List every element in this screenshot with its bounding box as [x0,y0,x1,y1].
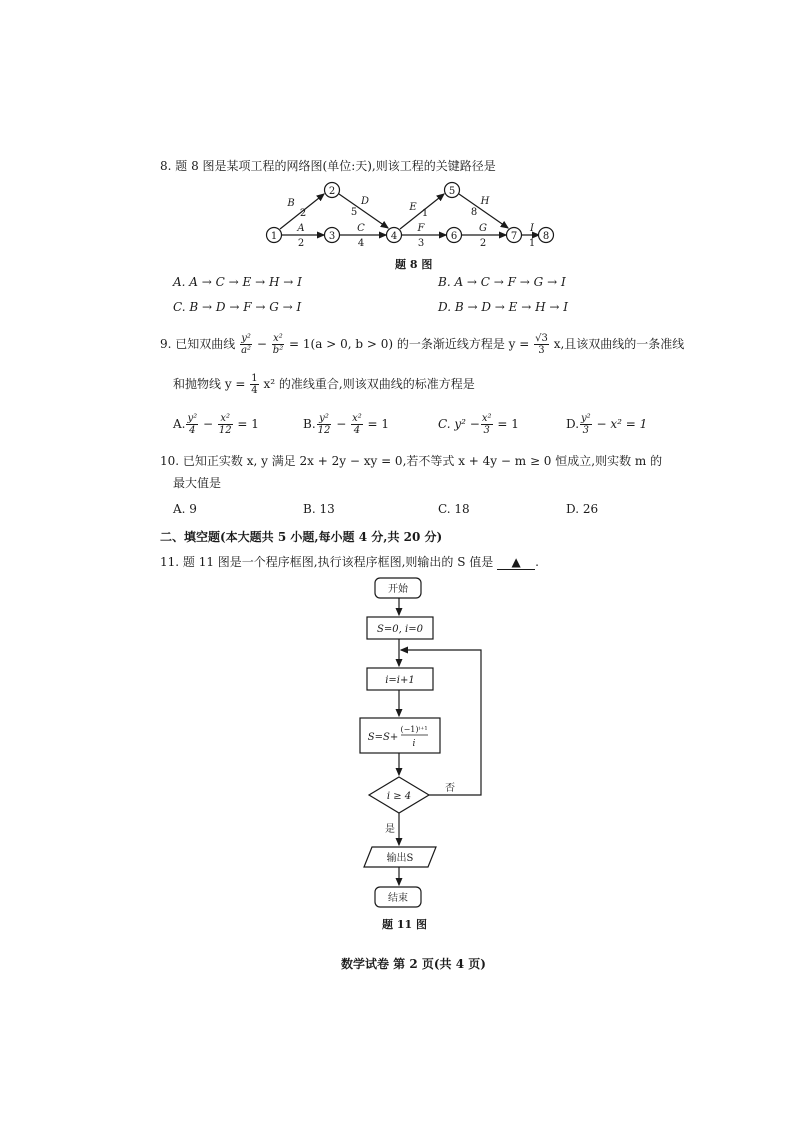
q11-stem: 11. 题 11 图是一个程序框图,执行该程序框图,则输出的 S 值是 [160,555,494,569]
q9-option-a-d2: 12 [218,425,232,436]
q9-line2 [173,372,475,396]
q9-option-b-label: B. [303,417,316,431]
q9-minus: − [256,337,267,351]
q9-option-b-frac2 [351,413,363,436]
flow-no-label: 否 [445,783,455,794]
q9-frac1-den: a² [241,345,252,356]
q9-option-b: B. $\frac{\text{y²}}{12}$ − $\frac{\text{x²}}{4}$ = 1 [303,413,390,436]
q9-option-c-label: C. y² − [438,417,480,431]
edge-label-e: E [409,202,417,213]
q8-option-a: A. A → C → E → H → I [173,275,302,289]
q9-frac3 [534,333,549,356]
q9-option-c-n: x² [481,413,492,424]
q8-network-diagram [255,180,555,252]
flow-update-den: i [412,739,416,749]
edge-days-i: 1 [528,238,536,249]
q10-line1: 10. 已知正实数 x, y 满足 2x + 2y − xy = 0,若不等式 x + 4y − m ≥ 0 恒成立,则实数 m 的 [160,454,663,468]
q9-option-b-d1: 12 [317,425,331,436]
q9-condition: = 1(a > 0, b > 0) 的一条渐近线方程是 y = [289,337,530,351]
q9-frac1 [240,333,252,356]
q9-frac3-den: 3 [538,345,545,356]
q9-option-a-n2: x² [218,413,233,425]
q9-frac4-num: 1 [251,373,258,384]
q9-frac1-num: y² [241,333,251,344]
q10-option-c: C. 18 [438,502,470,516]
edge-days-g: 2 [479,238,487,249]
q9-option-a-n1: y² [187,413,198,424]
q9-frac2-num: x² [273,333,283,344]
q9-line1 [160,332,684,356]
node-label-2: 2 [328,186,336,197]
q10-option-a: A. 9 [173,502,197,516]
q9-line2-tail: x² 的准线重合,则该双曲线的标准方程是 [263,377,475,391]
q9-option-a-d1: 4 [189,425,196,436]
q9-option-b-d2: 4 [353,425,361,436]
edge-label-b: B [287,198,295,209]
page-footer: 数学试卷 第 2 页(共 4 页) [341,957,486,971]
flow-yes-label: 是 [385,824,395,835]
q9-option-b-n2: x² [352,413,362,424]
edge-days-h: 8 [470,207,478,218]
q9-tail: x,且该双曲线的一条准线 [553,337,685,351]
node-label-4: 4 [390,231,398,242]
node-label-3: 3 [328,231,336,242]
q9-frac4-den: 4 [251,385,258,396]
q9-option-b-tail: = 1 [367,417,390,431]
node-label-8: 8 [542,231,550,242]
q9-option-c [438,412,519,436]
q9-option-a-frac2 [218,413,233,436]
q10-line2: 最大值是 [173,476,222,490]
edge-days-c: 4 [357,238,365,249]
q9-option-d-frac [580,413,592,436]
q9-prefix: 9. 已知双曲线 [160,337,236,351]
q8-option-b: B. A → C → F → G → I [438,275,566,289]
q9-option-a-label: A. [173,417,186,431]
edge-days-e: 1 [421,208,429,219]
q8-option-d: D. B → D → E → H → I [438,300,568,314]
q9-option-d [566,412,647,436]
q11-figure-caption: 题 11 图 [382,918,427,931]
q9-frac2 [272,333,284,356]
q9-option-d-tail: − x² = 1 [596,417,648,431]
edge-label-i: I [530,223,534,234]
edge-days-d: 5 [350,207,358,218]
q9-option-d-label: D. [566,417,580,431]
q8-option-c: C. B → D → F → G → I [173,300,302,314]
edge-label-h: H [480,196,490,207]
edge-label-c: C [357,223,365,234]
flow-end-label: 结束 [388,893,408,904]
edge-days-b: 2 [299,208,307,219]
flow-init-label: S=0, i=0 [377,624,423,635]
q9-frac2-den: b² [272,345,284,356]
q9-option-a: A. $\frac{\text{y²}}{4}$ − $\frac{\text{x²}}{12}$ = 1 [173,413,259,436]
edge-label-a: A [297,223,305,234]
q9-line2-prefix: 和抛物线 y = [173,377,246,391]
q9-option-c-frac [481,413,493,436]
q9-option-b-n1: y² [317,413,332,425]
flow-update-prefix: S=S+ [367,732,399,743]
edge-days-a: 2 [297,238,305,249]
flow-output-label: 输出S [386,853,414,864]
edge-days-f: 3 [417,238,425,249]
q11-answer-blank [497,556,535,570]
q9-option-b-frac1 [317,413,332,436]
edge-label-g: G [479,223,487,234]
node-label-5: 5 [448,186,456,197]
q8-stem: 8. 题 8 图是某项工程的网络图(单位:天),则该工程的关键路径是 [160,159,496,173]
q9-option-a-tail: = 1 [237,417,259,431]
node-label-1: 1 [270,231,278,242]
q10-option-b: B. 13 [303,502,335,516]
q9-option-c-d: 3 [483,425,490,436]
flow-step-label: i=i+1 [385,675,415,686]
q9-option-c-tail: = 1 [497,417,519,431]
q9-option-d-d: 3 [582,425,590,436]
node-label-7: 7 [510,231,518,242]
q10-option-d: D. 26 [566,502,599,516]
section-title: 二、填空题(本大题共 5 小题,每小题 4 分,共 20 分) [160,530,443,544]
flow-start-label: 开始 [388,584,408,595]
q11-flowchart [350,575,490,910]
q9-option-d-n: y² [581,413,591,424]
q9-frac3-num: √3 [535,333,548,344]
q9-frac4 [250,373,258,396]
edge-label-f: F [417,223,425,234]
flow-update-num: (−1)ⁱ⁺¹ [400,725,428,734]
q11-stem-line [160,553,539,570]
node-label-6: 6 [450,231,458,242]
flow-condition-label: i ≥ 4 [386,791,412,802]
edge-label-d: D [360,196,370,207]
q11-end-punct: . [535,555,539,569]
q8-figure-caption: 题 8 图 [395,258,433,271]
q9-option-a-frac1 [186,413,198,436]
q11-blank-mark: ▲ [511,555,521,569]
